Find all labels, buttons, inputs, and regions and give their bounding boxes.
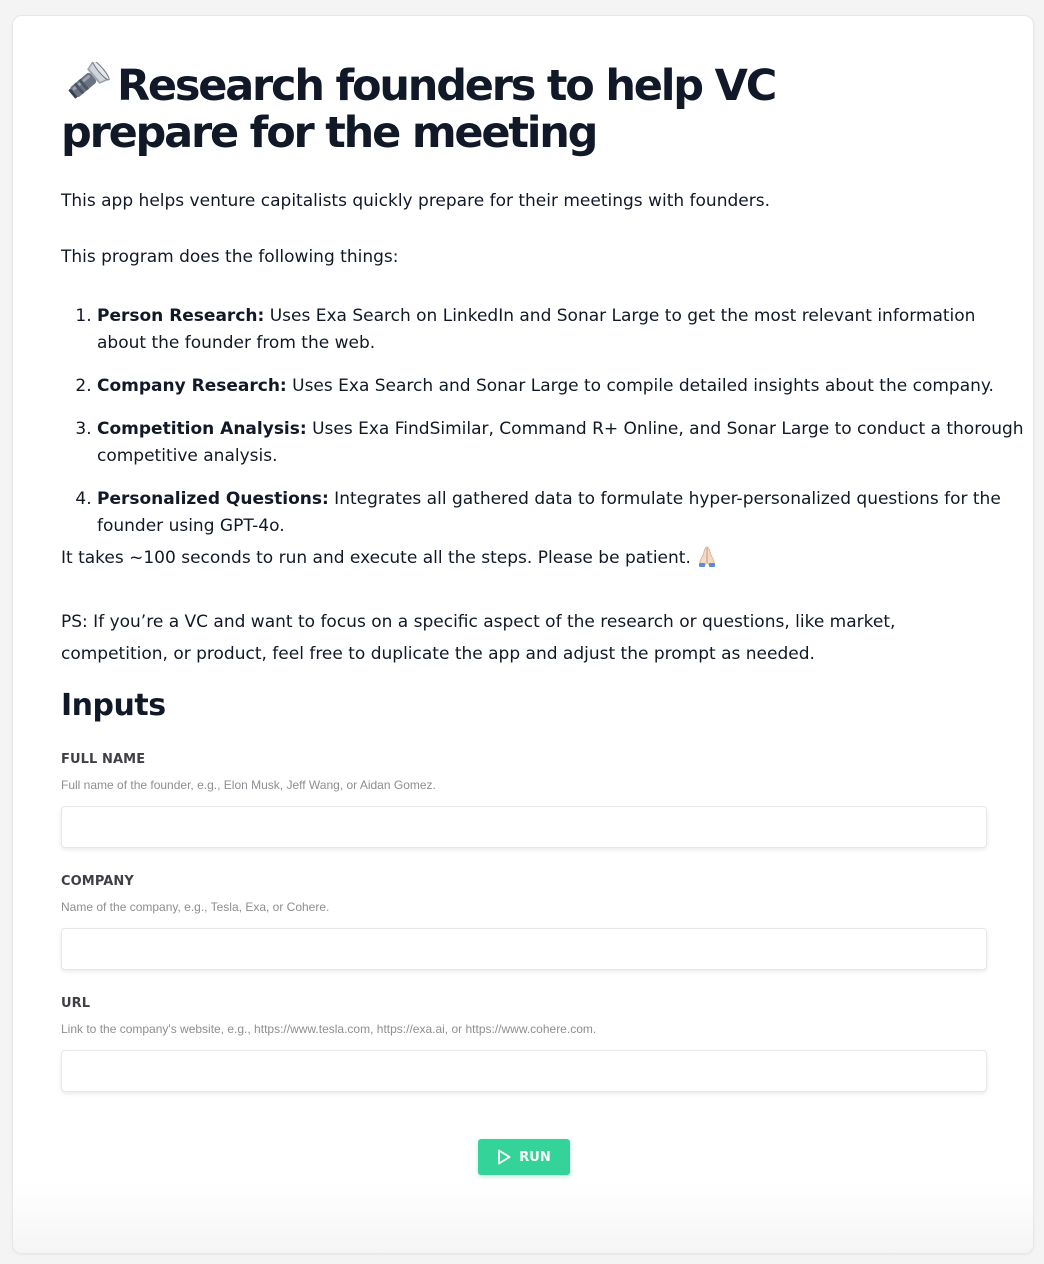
company-input[interactable]: [61, 928, 987, 970]
company-help: Name of the company, e.g., Tesla, Exa, or Cohere.: [61, 900, 330, 914]
list-item: [97, 416, 1027, 470]
app-description: This app helps venture capitalists quickly prepare for their meetings with founders.: [61, 191, 770, 211]
flashlight-icon: [61, 62, 111, 102]
steps-intro: This program does the following things:: [61, 247, 399, 267]
url-input[interactable]: [61, 1050, 987, 1092]
app-card: [12, 15, 1034, 1254]
page-title: [61, 62, 961, 157]
timing-note: [61, 545, 991, 572]
timing-text: It takes ~100 seconds to run and execute all the steps. Please be patient.: [61, 548, 691, 568]
steps-list: [61, 303, 1027, 556]
run-button[interactable]: [478, 1139, 570, 1175]
step-text: Uses Exa Search and Sonar Large to compile detailed insights about the company.: [286, 376, 994, 396]
inputs-heading: Inputs: [61, 688, 166, 723]
step-text: Uses Exa FindSimilar, Command R+ Online, and Sonar Large to conduct a thorough competitive analysis.: [97, 419, 1024, 466]
step-title: Company Research:: [97, 376, 287, 396]
url-help: Link to the company's website, e.g., https://www.tesla.com, https://exa.ai, or https://www.cohere.com.: [61, 1022, 597, 1036]
full-name-help: Full name of the founder, e.g., Elon Musk, Jeff Wang, or Aidan Gomez.: [61, 778, 436, 792]
step-title: Person Research:: [97, 306, 265, 326]
step-title: Personalized Questions:: [97, 489, 329, 509]
play-icon: [497, 1149, 511, 1165]
company-label: COMPANY: [61, 874, 134, 889]
step-text: Integrates all gathered data to formulate hyper-personalized questions for the founder using GPT-4o.: [97, 489, 1001, 536]
url-label: URL: [61, 996, 91, 1011]
list-item: [97, 486, 1027, 540]
run-button-label: RUN: [519, 1149, 551, 1165]
praying-hands-icon: [696, 545, 718, 567]
step-title: Competition Analysis:: [97, 419, 307, 439]
ps-note: PS: If you’re a VC and want to focus on a specific aspect of the research or questions, like market, competition, or product, feel free to duplicate the app and adjust the prompt as needed.: [61, 612, 896, 664]
list-item: [97, 373, 1027, 400]
list-item: [97, 303, 1027, 357]
step-text: Uses Exa Search on LinkedIn and Sonar Large to get the most relevant information about the founder from the web.: [97, 306, 976, 353]
full-name-label: FULL NAME: [61, 752, 146, 767]
full-name-input[interactable]: [61, 806, 987, 848]
page-title-text: Research founders to help VC prepare for the meeting: [61, 61, 776, 158]
